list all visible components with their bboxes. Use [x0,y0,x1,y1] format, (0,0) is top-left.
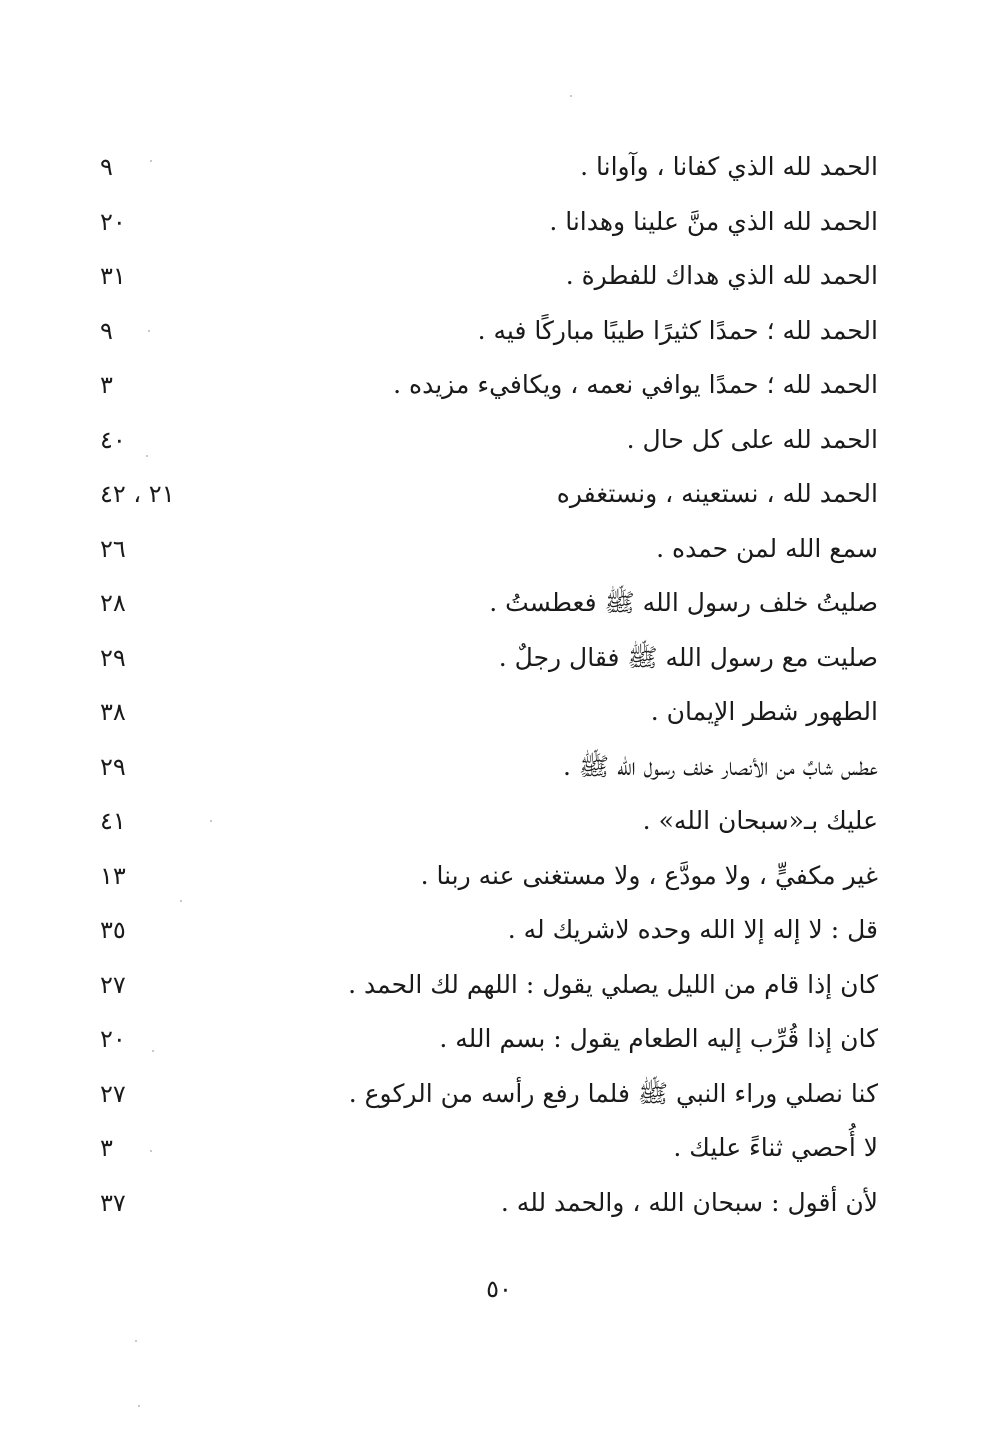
entry-page-ref: ٢٠ [100,207,126,236]
entry-page-ref: ٩ [100,153,113,181]
entry-page-ref: ٣٨ [100,698,126,726]
entry-text: غير مكفيٍّ ، ولا مودَّع ، ولا مستغنى عنه ربنا . [420,860,878,890]
scan-speck [152,1050,154,1052]
entry-text: لا أُحصي ثناءً عليك . [673,1133,878,1162]
scan-speck [135,1340,137,1342]
index-entry [100,304,878,359]
entry-page-ref: ٤١ [100,807,126,835]
entry-page-ref: ٣٥ [100,916,126,944]
scan-speck [210,820,212,822]
scan-speck [138,1405,140,1407]
entry-page-ref: ٢٠ [100,1025,126,1053]
entry-text: كان إذا قام من الليل يصلي يقول : اللهم لك الحمد . [348,969,878,999]
entry-text: قل : لا إله إلا الله وحده لاشريك له . [507,915,878,944]
entry-page-ref: ١٣ [100,861,126,890]
index-entry [100,1067,878,1122]
entry-text: لأن أقول : سبحان الله ، والحمد لله . [500,1187,878,1217]
index-entry [100,358,878,413]
entry-text: الحمد لله الذي كفانا ، وآوانا . [580,152,878,181]
entry-text: الطهور شطر الإيمان . [650,697,878,726]
index-entry [100,576,878,631]
index-entry [100,794,878,849]
index-entry [100,740,878,795]
page-number: ٥٠ [486,1275,512,1303]
scan-speck [150,1150,152,1152]
scan-speck [148,330,150,332]
index-entry [100,631,878,686]
scan-speck [180,900,182,902]
scan-speck [570,95,572,97]
index-entry [100,1176,878,1231]
entry-page-ref: ٢٩ [100,752,126,781]
entry-page-ref: ٣١ [100,262,126,290]
entry-text: كان إذا قُرِّب إليه الطعام يقول : بسم الله . [439,1024,878,1053]
index-entry [100,958,878,1013]
index-entry [100,413,878,468]
entry-text: سمع الله لمن حمده . [656,533,878,563]
index-entry [100,849,878,904]
entry-text: كنا نصلي وراء النبي ﷺ فلما رفع رأسه من الركوع . [348,1078,878,1108]
entry-page-ref: ٢٧ [100,970,126,999]
scan-speck [150,160,152,162]
entry-text: صليت مع رسول الله ﷺ فقال رجلٌ . [498,642,878,672]
entry-text: الحمد لله على كل حال . [626,424,878,454]
entry-text: الحمد لله الذي منَّ علينا وهدانا . [549,206,878,236]
entry-text: الحمد لله الذي هداك للفطرة . [565,261,878,290]
entry-page-ref: ٢٩ [100,643,126,672]
entry-text: الحمد لله ، نستعينه ، ونستغفره [556,479,878,508]
entry-text: الحمد لله ؛ حمدًا كثيرًا طيبًا مباركًا فيه . [477,315,878,345]
index-entry [100,1121,878,1176]
index-entry [100,140,878,195]
entry-page-ref: ٢١ ، ٤٢ [100,480,175,508]
entry-page-ref: ٢٦ [100,534,126,563]
entry-text: صليتُ خلف رسول الله ﷺ فعطستُ . [489,588,878,617]
hadith-index-list [100,140,878,1230]
entry-page-ref: ٢٨ [100,589,126,617]
entry-page-ref: ٤٠ [100,425,126,454]
entry-text: عطس شابٌ من الأنصار خلف رسول الله ﷺ . [562,751,878,781]
index-entry [100,195,878,250]
index-entry [100,467,878,522]
index-entry [100,903,878,958]
entry-page-ref: ٢٧ [100,1079,126,1108]
index-entry [100,1012,878,1067]
index-entry [100,249,878,304]
scan-speck [146,455,148,457]
index-entry [100,685,878,740]
entry-text: عليك بـ«سبحان الله» . [642,806,878,835]
entry-page-ref: ٣٧ [100,1188,126,1217]
index-entry [100,522,878,577]
entry-text: الحمد لله ؛ حمدًا يوافي نعمه ، ويكافيء مزيده . [393,370,878,399]
entry-page-ref: ٣ [100,1134,113,1162]
entry-page-ref: ٣ [100,371,113,399]
entry-page-ref: ٩ [100,316,113,345]
